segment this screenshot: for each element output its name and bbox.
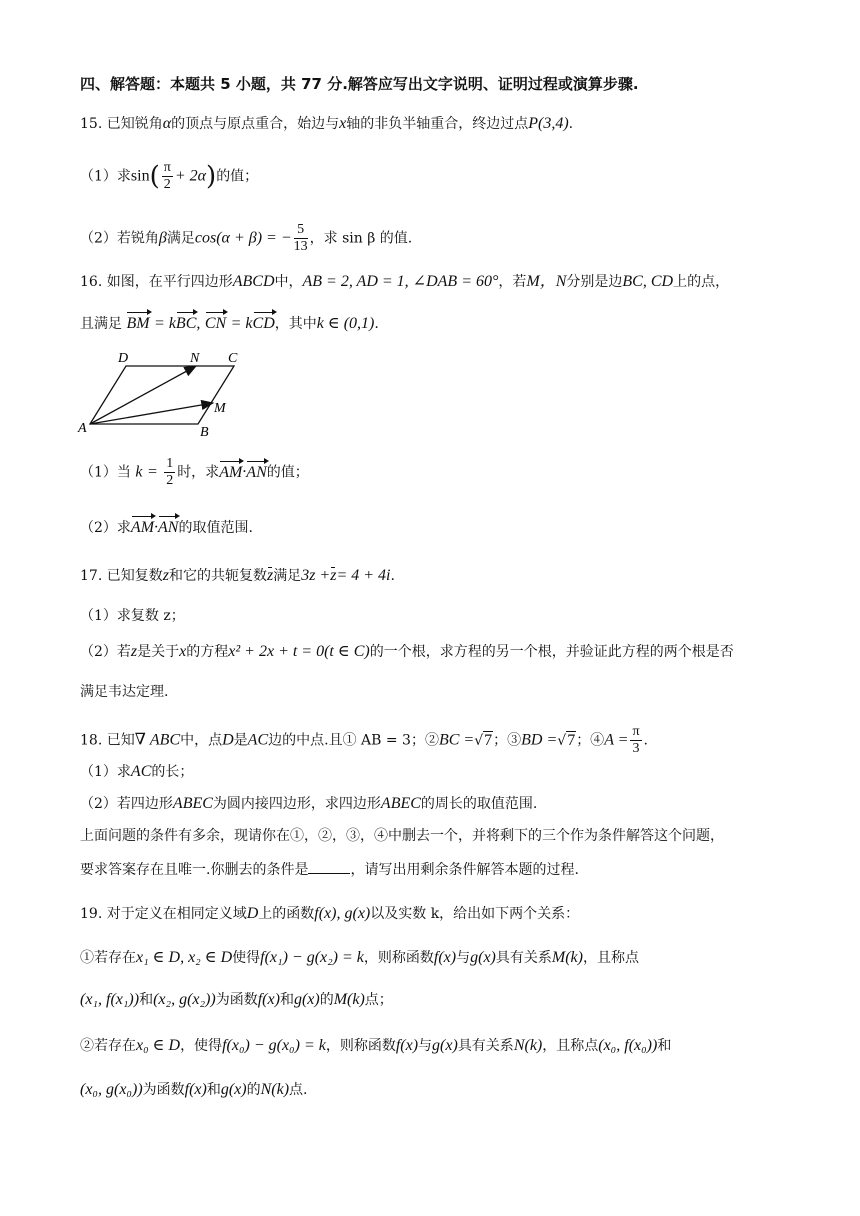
label-a: A (78, 421, 87, 436)
label-b: B (200, 425, 209, 438)
label-c: C (228, 351, 238, 366)
label-n: N (190, 351, 200, 366)
label-m: M (214, 401, 226, 416)
answer-blank[interactable] (308, 861, 350, 874)
q16-part2: （2）求AM·AN的取值范围. (80, 519, 253, 536)
q19-relation1: ①若存在x₁ ∈ D, x₂ ∈ D使得f(x₁) − g(x₂) = k，则称函数f(x)与g(x)具有关系M(k)，且称点 (80, 949, 639, 966)
q16-stem: 16. 如图，在平行四边形ABCD中，AB = 2, AD = 1, ∠DAB = 60°，若M，N分别是边BC, CD上的点， (80, 273, 730, 290)
parallelogram-shape (90, 366, 234, 424)
q15-part2: （2）若锐角β满足cos(α + β) = − $\frac{5}{13}$ ，求 sin β 的值. (80, 222, 413, 254)
q15-part1: （1）求sin( $\frac{\pi}{2}$ + 2α)的值； (80, 160, 259, 192)
q19-relation2: ②若存在x₀ ∈ D，使得f(x₀) − g(x₀) = k，则称函数f(x)与g(x)具有关系N(k)，且称点(x₀, f(x₀))和 (80, 1037, 672, 1054)
q18-part1: （1）求AC的长； (80, 763, 194, 780)
q17-part1: （1）求复数 z； (80, 608, 185, 624)
q15-stem: 15. 已知锐角α的顶点与原点重合，始边与x轴的非负半轴重合，终边过点P(3,4). (80, 115, 574, 132)
q19-relation1-cont: (x₁, f(x₁))和(x₂, g(x₂))为函数f(x)和g(x)的M(k)点； (80, 991, 393, 1008)
q18-instruction-1: 上面问题的条件有多余，现请你在①，②，③，④中删去一个，并将剩下的三个作为条件解答这个问题， (80, 828, 724, 844)
q18-instruction-2: 要求答案存在且唯一.你删去的条件是 ，请写出用剩余条件解答本题的过程. (80, 862, 579, 878)
q16-part1: （1）当 k = $\frac{1}{2}$ 时，求AM·AN的值； (80, 456, 309, 488)
q17-part2-cont: 满足韦达定理. (80, 684, 169, 700)
q16-condition: 且满足 BM = kBC, CN = kCD，其中k ∈ (0,1). (80, 315, 379, 332)
q19-relation2-cont: (x₀, g(x₀))为函数f(x)和g(x)的N(k)点. (80, 1081, 308, 1098)
q17-stem: 17. 已知复数z和它的共轭复数z满足3z +z= 4 + 4i. (80, 567, 395, 584)
section-header: 四、解答题：本题共 5 小题，共 77 分.解答应写出文字说明、证明过程或演算步骤. (80, 75, 639, 93)
q17-part2: （2）若z是关于x的方程x² + 2x + t = 0(t ∈ C)的一个根，求方程的另一个根，并验证此方程的两个根是否 (80, 643, 734, 660)
parallelogram-figure (76, 346, 256, 438)
q19-stem: 19. 对于定义在相同定义域D上的函数f(x), g(x)以及实数 k，给出如下两个关系： (80, 905, 580, 922)
q18-stem: 18. 已知∇ ABC中，点D是AC边的中点.且① AB = 3；②BC =√7；③BD =√7；④A = $\frac{\pi}{3}$ . (80, 724, 648, 756)
label-d: D (118, 351, 129, 366)
q18-part2: （2）若四边形ABEC为圆内接四边形，求四边形ABEC的周长的取值范围. (80, 795, 538, 812)
